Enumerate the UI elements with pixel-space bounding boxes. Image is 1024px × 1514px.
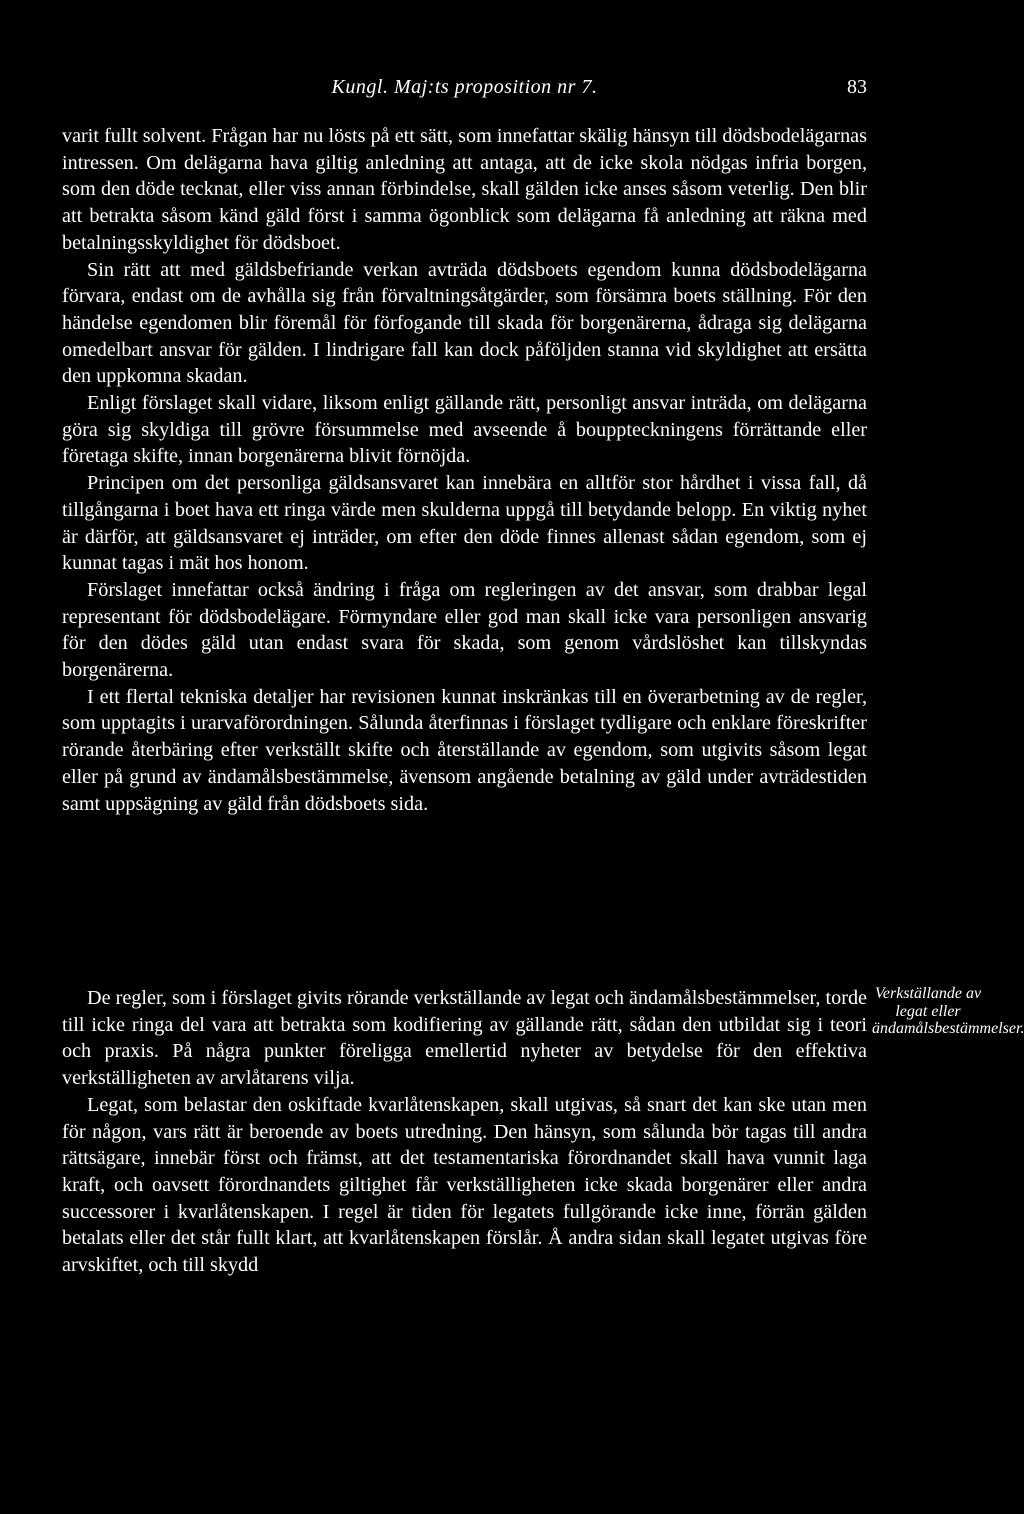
paragraph: De regler, som i förslaget givits rörande verkställande av legat och ändamålsbestämmelser, torde till icke ringa del vara att betrakta som kodifiering av gällande rätt, sådan den utbildat sig i teori och praxis. På några punkter föreligga emellertid nyheter av betydelse för den effektiva verkställigheten av arvlåtarens vilja. [62,987,867,1090]
main-text-section-2 [62,985,867,1279]
paragraph: Enligt förslaget skall vidare, liksom enligt gällande rätt, personligt ansvar inträda, om delägarna göra sig skyldiga till grövre försummelse med avseende å bouppteckningens förrättande eller företaga skifte, innan borgenärerna blivit förnöjda. [62,392,867,468]
running-title: Kungl. Maj:ts proposition nr 7. [331,76,598,98]
paragraph: Principen om det personliga gäldsansvaret kan innebära en alltför stor hårdhet i vissa fall, då tillgångarna i boet hava ett ringa värde men skulderna uppgå till betydande belopp. En viktig nyhet är därför, att gäldsansvaret ej inträder, om efter den döde finnes allenast sådan egendom, som ej kunnat tagas i mät hos honom. [62,472,867,575]
page-number: 83 [847,76,867,98]
paragraph: Förslaget innefattar också ändring i fråga om regleringen av det ansvar, som drabbar legal representant för dödsbodelägare. Förmyndare eller god man skall icke vara personligen ansvarig för den dödes gäld utan endast svara för skada, som genom vårdslöshet kan tillskyndas borgenärerna. [62,578,867,682]
main-text-section-1 [62,123,867,817]
page-header [62,76,867,104]
paragraph: Legat, som belastar den oskiftade kvarlåtenskapen, skall utgivas, så snart det kan ske utan men för någon, vars rätt är beroende av boets utredning. Den hänsyn, som sålunda bör tagas till andra rättsägare, innebär först och främst, att det testamentariska förordnandet skall hava vunnit laga kraft, och oavsett förordnandets giltighet får verkställigheten icke skada borgenärer eller andra successorer i kvarlåtenskapen. I regel är tiden för legatets fullgörande icke inne, förrän gälden betalats eller det står fullt klart, att kvarlåtenskapen förslår. Å andra sidan skall legatet utgivas före arvskiftet, och till skydd [62,1093,867,1277]
margin-note: Verkställande av legat eller ändamålsbestämmelser. [872,985,1024,1037]
paragraph: varit fullt solvent. Frågan har nu lösts på ett sätt, som innefattar skälig hänsyn till dödsbodelägarnas intressen. Om delägarna hava giltig anledning att antaga, att de icke skola nödgas infria borgen, som den döde tecknat, eller viss annan förbindelse, skall gälden icke anses såsom veterlig. Den blir att betrakta såsom känd gäld först i samma ögonblick som delägarna få anledning att räkna med betalningsskyldighet för dödsboet. [62,125,867,254]
paragraph: I ett flertal tekniska detaljer har revisionen kunnat inskränkas till en överarbetning av de regler, som upptagits i urarvaförordningen. Sålunda återfinnas i förslaget tydligare och enklare föreskrifter rörande återbäring efter verkställt skifte och återställande av egendom, som utgivits såsom legat eller på grund av ändamålsbestämmelse, ävensom angående betalning av gäld under avträdestiden samt uppsägning av gäld från dödsboets sida. [62,685,867,815]
paragraph: Sin rätt att med gäldsbefriande verkan avträda dödsboets egendom kunna dödsbodelägarna förvara, endast om de avhålla sig från förvaltningsåtgärder, som försämra boets ställning. För den händelse egendomen blir föremål för förfogande till skada för borgenärerna, ådraga sig delägarna omedelbart ansvar för gälden. I lindrigare fall kan dock påföljden stanna vid skyldighet att ersätta den uppkomna skadan. [62,258,867,388]
